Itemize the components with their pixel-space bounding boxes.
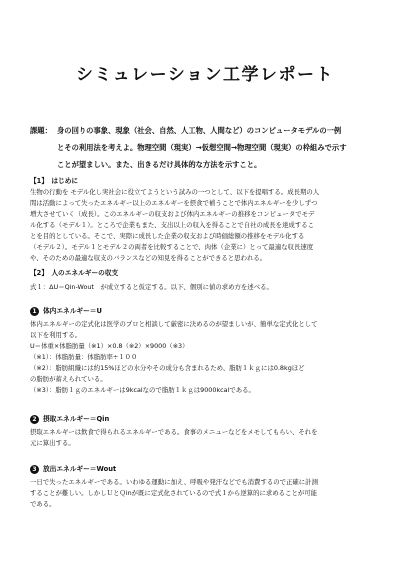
paragraph-line: や、そのための最適な収支のバランスなどの知見を得ることができると思われる。 xyxy=(30,254,267,262)
number-badge: 1 xyxy=(30,307,39,316)
paragraph-line: である。 xyxy=(30,500,56,508)
note-line: （※1）：体脂肪量：体脂肪率÷１００ xyxy=(30,353,138,361)
paragraph-line: ル化する（モデル１）。ところで企業もまた、支出以上の収入を得ることで自社の成長を達成するこ xyxy=(30,221,314,229)
paragraph-line: 式１：ΔU＝Qin-Wout が成立すると仮定する。以下、個別に値の求め方を述べる。 xyxy=(30,283,273,291)
paragraph-line: 元に算出する。 xyxy=(30,439,75,447)
paragraph-line: とを目的としている。そこで、実際に成長した企業の収支および時価総額の推移をモデル化する xyxy=(30,232,305,240)
assignment-block xyxy=(30,122,380,173)
section-heading: 【2】 人のエネルギーの収支 xyxy=(30,269,119,277)
assignment-label: 課題： xyxy=(30,126,52,135)
formula-line: U＝体重×体脂肪量（※1）×0.8（※2）×9000（※3） xyxy=(30,342,189,350)
section-output-energy xyxy=(30,464,380,510)
section-heading: 3 放出エネルギー＝Wout xyxy=(30,464,380,475)
section-heading: 1 体内エネルギー＝U xyxy=(30,306,380,317)
section-heading: 2 摂取エネルギー＝Qin xyxy=(30,414,380,425)
paragraph-line: 体内エネルギーの定式化は医学のプロと相談して厳密に決めるのが望ましいが、簡単な定式化として xyxy=(30,320,318,328)
assignment-line: 身の回りの事象、現象（社会、自然、人工物、人間など）のコンピュータモデルの一例 xyxy=(57,126,342,135)
paragraph-line: 生物の行動を モデル化し実社会に役立てようという試みの一つとして、以下を提唱する。成長期の人 xyxy=(30,188,320,196)
paragraph-line: 一日で失ったエネルギーである。いわゆる運動に加え、呼吸や発汗などでも消費するので正確に計測 xyxy=(30,478,318,486)
paragraph-line: （モデル２）。モデル１とモデル２の両者を比較することで、肉体（企業に）とって最適な収長速度 xyxy=(30,243,314,251)
paragraph-line: 増大させていく（成長）。このエネルギーの収支および体内エネルギーの推移をコンピュータでモデ xyxy=(30,210,315,218)
paragraph-line: 間は活動によって失ったエネルギー以上のエネルギーを摂食で補うことで体内エネルギーを少しずつ xyxy=(30,199,318,207)
section-energy-balance xyxy=(30,268,380,293)
note-line: の脂肪が蓄えられている。 xyxy=(30,375,107,383)
paragraph-line: 以下を利用する。 xyxy=(30,331,82,339)
assignment-text xyxy=(57,122,380,173)
paragraph-line: 摂取エネルギーは飲食で得られるエネルギーである。食事のメニューなどをメモしてもらい、それを xyxy=(30,428,318,436)
paragraph-line: することが難しい。しかしＵとＱinが既に定式化されているので式１から逆算的に求めることが可能 xyxy=(30,489,318,497)
section-introduction xyxy=(30,176,380,264)
assignment-line: ことが望ましい。また、出きるだけ具体的な方法を示すこと。 xyxy=(57,160,262,169)
section-internal-energy xyxy=(30,306,380,396)
section-intake-energy xyxy=(30,414,380,449)
number-badge: 3 xyxy=(30,465,39,474)
number-badge: 2 xyxy=(30,415,39,424)
note-line: （※3）：脂肪１ｇのエネルギーは9kcalなので脂肪１ｋｇは9000kcalである。 xyxy=(30,386,255,394)
report-title: シミュレーション工学レポート xyxy=(76,65,334,85)
section-heading: 【1】 はじめに xyxy=(30,177,79,185)
note-line: （※2）：脂肪組織には約15%ほどの水分やその成分も含まれるため、脂肪１ｋｇには0.8kgほど xyxy=(30,364,305,372)
assignment-line: とその利用法を考えよ。物理空間（現実）→仮想空間→物理空間（現実）の枠組みで示す xyxy=(57,143,347,152)
